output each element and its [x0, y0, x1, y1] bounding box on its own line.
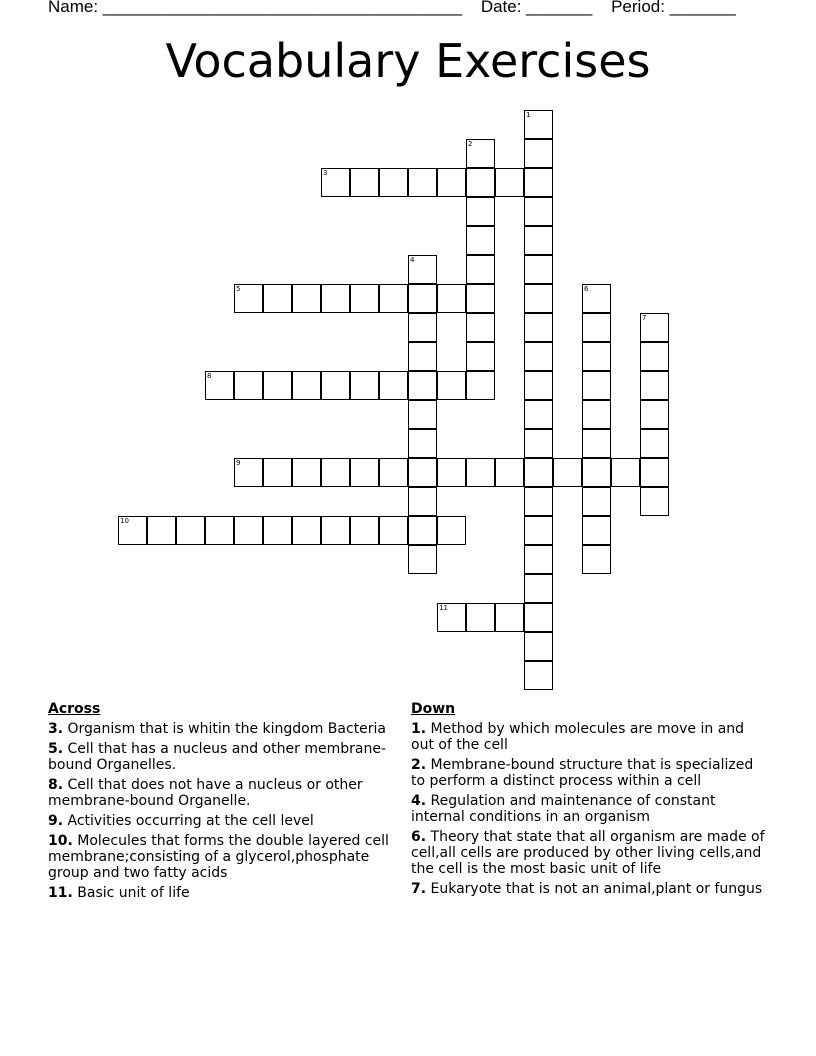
crossword-cell[interactable] [437, 284, 466, 313]
crossword-cell[interactable] [466, 197, 495, 226]
clue-number: 7. [411, 881, 427, 897]
crossword-cell[interactable] [524, 110, 553, 139]
crossword-cell[interactable] [350, 284, 379, 313]
down-clue [411, 721, 771, 753]
crossword-cell[interactable] [118, 516, 147, 545]
clue-text: Method by which molecules are move in and out of the cell [411, 721, 745, 753]
across-clue [48, 721, 393, 737]
crossword-cell[interactable] [350, 516, 379, 545]
crossword-cell[interactable] [147, 516, 176, 545]
crossword-cell[interactable] [582, 458, 611, 487]
clue-number-label: 8 [207, 372, 212, 380]
clue-number-label: 6 [584, 285, 589, 293]
crossword-cell[interactable] [466, 313, 495, 342]
crossword-cell[interactable] [524, 400, 553, 429]
clue-text: Theory that state that all organism are made of cell,all cells are produced by other living cells,and the cell is the most basic unit of life [411, 829, 765, 877]
clue-number: 9. [48, 813, 64, 829]
clue-number-label: 11 [439, 604, 448, 612]
clue-number-label: 2 [468, 140, 473, 148]
crossword-cell[interactable] [466, 255, 495, 284]
clue-number: 2. [411, 757, 427, 773]
crossword-cell[interactable] [379, 168, 408, 197]
crossword-cell[interactable] [437, 603, 466, 632]
crossword-cell[interactable] [524, 661, 553, 690]
crossword-cell[interactable] [379, 284, 408, 313]
clue-number: 10. [48, 833, 73, 849]
crossword-cell[interactable] [234, 516, 263, 545]
crossword-cell[interactable] [582, 429, 611, 458]
crossword-cell[interactable] [408, 516, 437, 545]
crossword-cell[interactable] [292, 371, 321, 400]
crossword-cell[interactable] [379, 516, 408, 545]
clue-number-label: 1 [526, 111, 531, 119]
crossword-cell[interactable] [524, 487, 553, 516]
clue-text: Molecules that forms the double layered cell membrane;consisting of a glycerol,phosphate group and two fatty acids [48, 833, 389, 881]
crossword-cell[interactable] [466, 226, 495, 255]
crossword-cell[interactable] [495, 603, 524, 632]
crossword-cell[interactable] [437, 458, 466, 487]
crossword-cell[interactable] [553, 458, 582, 487]
crossword-cell[interactable] [524, 226, 553, 255]
crossword-cell[interactable] [408, 371, 437, 400]
clue-number: 8. [48, 777, 64, 793]
crossword-cell[interactable] [524, 255, 553, 284]
crossword-cell[interactable] [321, 458, 350, 487]
clue-text: Cell that does not have a nucleus or other membrane-bound Organelle. [48, 777, 363, 809]
across-clue [48, 741, 393, 773]
crossword-cell[interactable] [524, 516, 553, 545]
crossword-cell[interactable] [495, 168, 524, 197]
crossword-cell[interactable] [524, 197, 553, 226]
crossword-cell[interactable] [437, 371, 466, 400]
crossword-cell[interactable] [408, 545, 437, 574]
down-heading: Down [411, 701, 456, 717]
crossword-cell[interactable] [640, 458, 669, 487]
clue-text: Eukaryote that is not an animal,plant or fungus [430, 881, 763, 897]
crossword-cell[interactable] [524, 139, 553, 168]
crossword-cell[interactable] [379, 371, 408, 400]
clue-number-label: 10 [120, 517, 129, 525]
across-clue [48, 833, 393, 881]
crossword-cell[interactable] [292, 284, 321, 313]
down-clue [411, 793, 771, 825]
crossword-cell[interactable] [176, 516, 205, 545]
clue-number: 11. [48, 885, 73, 901]
crossword-cell[interactable] [495, 458, 524, 487]
crossword-cell[interactable] [408, 255, 437, 284]
crossword-cell[interactable] [350, 371, 379, 400]
crossword-cell[interactable] [582, 487, 611, 516]
clue-text: Membrane-bound structure that is specialized to perform a distinct process within a cell [411, 757, 754, 789]
across-clue [48, 813, 393, 829]
crossword-cell[interactable] [582, 284, 611, 313]
crossword-cell[interactable] [640, 371, 669, 400]
crossword-cell[interactable] [263, 371, 292, 400]
down-clues [411, 701, 771, 901]
crossword-cell[interactable] [263, 458, 292, 487]
crossword-cell[interactable] [321, 516, 350, 545]
down-clue [411, 829, 771, 877]
crossword-cell[interactable] [582, 545, 611, 574]
across-clues [48, 701, 393, 905]
crossword-cell[interactable] [437, 516, 466, 545]
crossword-cell[interactable] [524, 603, 553, 632]
across-heading: Across [48, 701, 101, 717]
crossword-cell[interactable] [234, 371, 263, 400]
crossword-cell[interactable] [524, 632, 553, 661]
clue-text: Organism that is whitin the kingdom Bacteria [67, 721, 387, 737]
crossword-cell[interactable] [292, 516, 321, 545]
crossword-cell[interactable] [640, 342, 669, 371]
crossword-cell[interactable] [524, 458, 553, 487]
crossword-cell[interactable] [321, 284, 350, 313]
crossword-cell[interactable] [292, 458, 321, 487]
crossword-cell[interactable] [466, 342, 495, 371]
crossword-cell[interactable] [640, 400, 669, 429]
crossword-cell[interactable] [582, 371, 611, 400]
crossword-cell[interactable] [408, 487, 437, 516]
crossword-cell[interactable] [524, 168, 553, 197]
clue-number-label: 9 [236, 459, 241, 467]
clue-number: 1. [411, 721, 427, 737]
crossword-cell[interactable] [234, 284, 263, 313]
clue-number: 6. [411, 829, 427, 845]
clue-number: 3. [48, 721, 64, 737]
crossword-cell[interactable] [205, 371, 234, 400]
crossword-cell[interactable] [466, 168, 495, 197]
crossword-cell[interactable] [321, 168, 350, 197]
clue-text: Basic unit of life [77, 885, 190, 901]
crossword-cell[interactable] [640, 429, 669, 458]
crossword-cell[interactable] [582, 342, 611, 371]
crossword-cell[interactable] [466, 603, 495, 632]
clue-number-label: 5 [236, 285, 241, 293]
crossword-cell[interactable] [408, 400, 437, 429]
period-field[interactable]: Period: _______ [611, 0, 736, 16]
clue-number: 5. [48, 741, 64, 757]
clue-number-label: 3 [323, 169, 328, 177]
down-clue [411, 757, 771, 789]
clue-text: Cell that has a nucleus and other membrane-bound Organelles. [48, 741, 386, 773]
crossword-cell[interactable] [379, 458, 408, 487]
crossword-cell[interactable] [524, 574, 553, 603]
crossword-cell[interactable] [524, 284, 553, 313]
clue-text: Activities occurring at the cell level [67, 813, 314, 829]
page-title: Vocabulary Exercises [165, 34, 651, 88]
crossword-cell[interactable] [524, 313, 553, 342]
crossword-cell[interactable] [408, 313, 437, 342]
clue-number-label: 4 [410, 256, 415, 264]
across-clue [48, 777, 393, 809]
crossword-cell[interactable] [466, 371, 495, 400]
date-field[interactable]: Date: _______ [480, 0, 593, 16]
crossword-cell[interactable] [611, 458, 640, 487]
crossword-cell[interactable] [582, 313, 611, 342]
crossword-cell[interactable] [437, 168, 466, 197]
crossword-cell[interactable] [350, 168, 379, 197]
crossword-cell[interactable] [205, 516, 234, 545]
crossword-cell[interactable] [408, 284, 437, 313]
crossword-cell[interactable] [408, 168, 437, 197]
crossword-cell[interactable] [524, 545, 553, 574]
clue-text: Regulation and maintenance of constant internal conditions in an organism [411, 793, 716, 825]
crossword-cell[interactable] [263, 284, 292, 313]
crossword-cell[interactable] [408, 429, 437, 458]
crossword-cell[interactable] [466, 458, 495, 487]
crossword-cell[interactable] [263, 516, 292, 545]
crossword-cell[interactable] [582, 516, 611, 545]
crossword-cell[interactable] [524, 371, 553, 400]
crossword-cell[interactable] [408, 458, 437, 487]
crossword-cell[interactable] [582, 400, 611, 429]
across-clue [48, 885, 393, 901]
crossword-cell[interactable] [234, 458, 263, 487]
clue-number: 4. [411, 793, 427, 809]
crossword-cell[interactable] [640, 313, 669, 342]
crossword-cell[interactable] [640, 487, 669, 516]
crossword-cell[interactable] [466, 139, 495, 168]
crossword-cell[interactable] [321, 371, 350, 400]
name-field[interactable]: Name: ______________________________________ [48, 0, 463, 16]
down-clue [411, 881, 771, 897]
crossword-cell[interactable] [466, 284, 495, 313]
crossword-cell[interactable] [524, 429, 553, 458]
crossword-cell[interactable] [408, 342, 437, 371]
crossword-cell[interactable] [524, 342, 553, 371]
crossword-cell[interactable] [350, 458, 379, 487]
clue-number-label: 7 [642, 314, 647, 322]
